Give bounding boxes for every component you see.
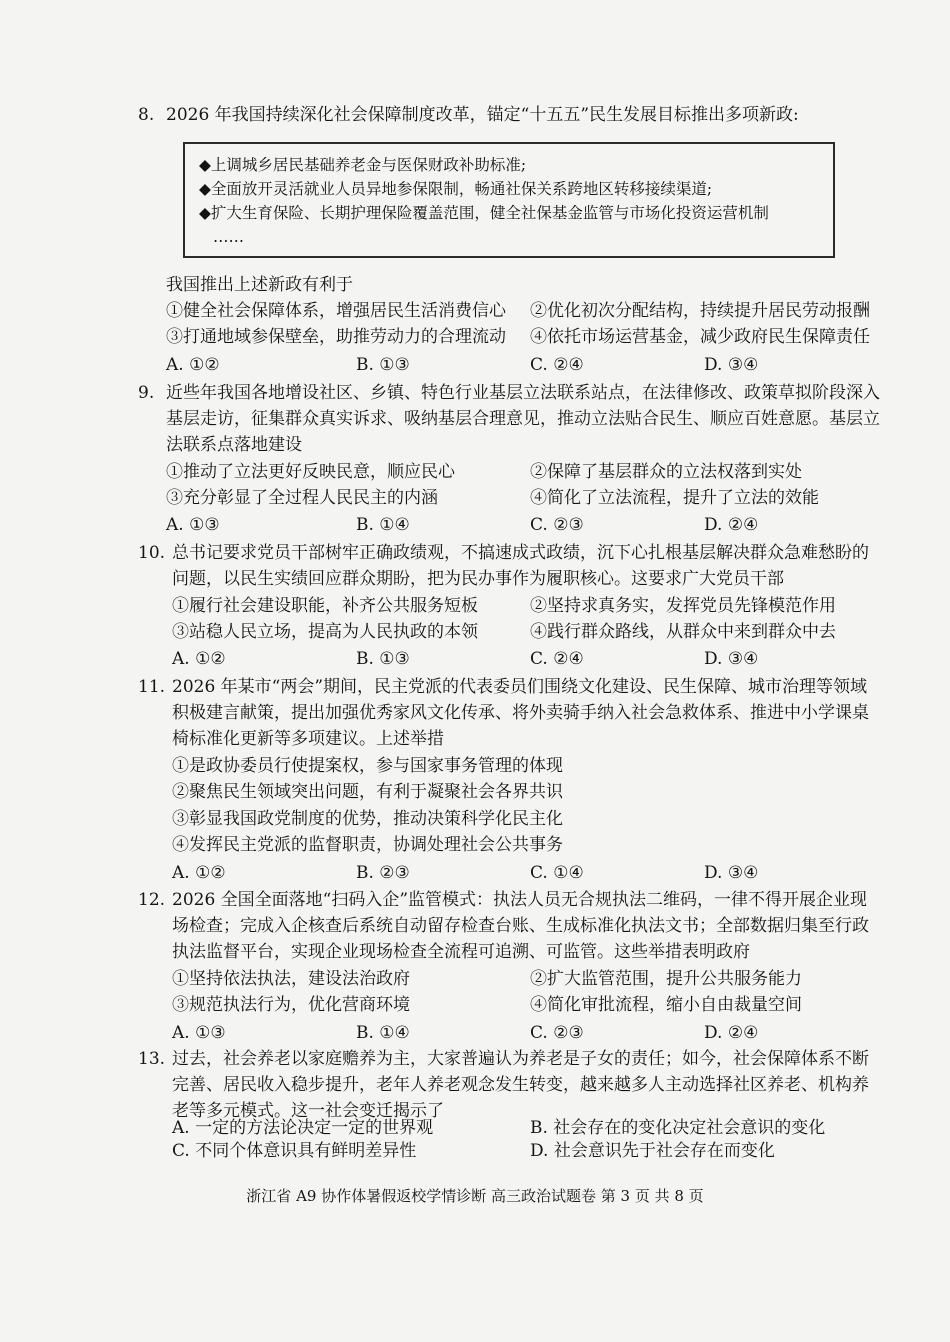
q8-item-3: ③打通地域参保壁垒，助推劳动力的合理流动 — [166, 327, 506, 347]
q8-stem: 2026 年我国持续深化社会保障制度改革，锚定“十五五”民生发展目标推出多项新政: — [166, 105, 799, 125]
q11-stem-line: 2026 年某市“两会”期间，民主党派的代表委员们围绕文化建设、民生保障、城市治理等领域 — [172, 677, 868, 697]
q13-option-d: D. 社会意识先于社会存在而变化 — [530, 1141, 775, 1161]
q12-choice-d: D. ②④ — [704, 1023, 759, 1043]
q11-item-2: ②聚焦民生领域突出问题，有利于凝聚社会各界共识 — [172, 782, 563, 802]
q8-prompt: 我国推出上述新政有利于 — [166, 275, 353, 295]
q9-stem-line: 基层走访，征集群众真实诉求、吸纳基层合理意见，推动立法贴合民生、顺应百姓意愿。基层立 — [166, 409, 880, 429]
q13-number: 13. — [138, 1049, 166, 1069]
q11-stem-line: 积极建言献策，提出加强优秀家风文化传承、将外卖骑手纳入社会急救体系、推进中小学课桌 — [172, 703, 869, 723]
q10-choice-b: B. ①③ — [356, 649, 410, 669]
q12-stem-line: 2026 全国全面落地“扫码入企”监管模式：执法人员无合规执法二维码，一律不得开展企业现 — [172, 890, 868, 910]
q12-choice-c: C. ②③ — [530, 1023, 584, 1043]
q10-number: 10. — [138, 543, 166, 563]
q11-stem-line: 椅标准化更新等多项建议。上述举措 — [172, 729, 444, 749]
q11-item-4: ④发挥民主党派的监督职责，协调处理社会公共事务 — [172, 835, 563, 855]
q11-choice-a: A. ①② — [172, 863, 226, 883]
q12-choice-b: B. ①④ — [356, 1023, 410, 1043]
q9-item-4: ④简化了立法流程，提升了立法的效能 — [530, 488, 819, 508]
q13-option-a: A. 一定的方法论决定一定的世界观 — [172, 1118, 434, 1138]
q8-box-line: ◆上调城乡居民基础养老金与医保财政补助标准; — [199, 156, 527, 174]
q11-choice-d: D. ③④ — [704, 863, 759, 883]
q10-item-1: ①履行社会建设职能，补齐公共服务短板 — [172, 596, 478, 616]
q9-item-3: ③充分彰显了全过程人民民主的内涵 — [166, 488, 438, 508]
q11-item-1: ①是政协委员行使提案权，参与国家事务管理的体现 — [172, 756, 563, 776]
q8-box-ellipsis: …… — [213, 228, 244, 246]
q10-item-2: ②坚持求真务实，发挥党员先锋模范作用 — [530, 596, 836, 616]
q13-option-c: C. 不同个体意识具有鲜明差异性 — [172, 1141, 417, 1161]
q13-stem-line: 过去，社会养老以家庭赡养为主，大家普遍认为养老是子女的责任；如今，社会保障体系不断 — [172, 1049, 869, 1069]
q12-choice-a: A. ①③ — [172, 1023, 226, 1043]
q9-choice-d: D. ②④ — [704, 515, 759, 535]
q8-item-2: ②优化初次分配结构，持续提升居民劳动报酬 — [530, 301, 870, 321]
q12-number: 12. — [138, 890, 166, 910]
q13-stem-line: 老等多元模式。这一社会变迁揭示了 — [172, 1101, 444, 1121]
q11-choice-b: B. ②③ — [356, 863, 410, 883]
q12-item-4: ④简化审批流程，缩小自由裁量空间 — [530, 995, 802, 1015]
q8-choice-a: A. ①② — [166, 355, 220, 375]
q9-item-2: ②保障了基层群众的立法权落到实处 — [530, 462, 802, 482]
q8-choice-c: C. ②④ — [530, 355, 584, 375]
q8-number: 8. — [138, 105, 155, 125]
q11-choice-c: C. ①④ — [530, 863, 584, 883]
q9-stem-line: 法联系点落地建设 — [166, 435, 302, 455]
q9-choice-a: A. ①③ — [166, 515, 220, 535]
q12-item-2: ②扩大监管范围，提升公共服务能力 — [530, 969, 802, 989]
q12-item-3: ③规范执法行为，优化营商环境 — [172, 995, 410, 1015]
q9-stem-line: 近些年我国各地增设社区、乡镇、特色行业基层立法联系站点，在法律修改、政策草拟阶段深入 — [166, 383, 880, 403]
q10-stem-line: 问题，以民生实绩回应群众期盼，把为民办事作为履职核心。这要求广大党员干部 — [172, 569, 784, 589]
q10-choice-a: A. ①② — [172, 649, 226, 669]
q9-item-1: ①推动了立法更好反映民意，顺应民心 — [166, 462, 455, 482]
q10-item-4: ④践行群众路线，从群众中来到群众中去 — [530, 622, 836, 642]
q12-stem-line: 执法监督平台，实现企业现场检查全流程可追溯、可监管。这些举措表明政府 — [172, 942, 750, 962]
q8-box-line: ◆全面放开灵活就业人员异地参保限制，畅通社保关系跨地区转移接续渠道; — [199, 180, 713, 198]
q8-choice-b: B. ①③ — [356, 355, 410, 375]
q10-stem-line: 总书记要求党员干部树牢正确政绩观，不搞速成式政绩，沉下心扎根基层解决群众急难愁盼的 — [172, 543, 869, 563]
q9-choice-c: C. ②③ — [530, 515, 584, 535]
q13-stem-line: 完善、居民收入稳步提升，老年人养老观念发生转变，越来越多人主动选择社区养老、机构养 — [172, 1075, 869, 1095]
q8-box-line: ◆扩大生育保险、长期护理保险覆盖范围，健全社保基金监管与市场化投资运营机制 — [199, 204, 769, 222]
q11-item-3: ③彰显我国政党制度的优势，推动决策科学化民主化 — [172, 809, 563, 829]
q8-item-4: ④依托市场运营基金，减少政府民生保障责任 — [530, 327, 870, 347]
page-footer: 浙江省 A9 协作体暑假返校学情诊断 高三政治试题卷 第 3 页 共 8 页 — [246, 1187, 704, 1205]
q11-number: 11. — [138, 677, 166, 697]
q8-material-box — [183, 142, 835, 258]
q9-choice-b: B. ①④ — [356, 515, 410, 535]
q10-choice-c: C. ②④ — [530, 649, 584, 669]
q10-choice-d: D. ③④ — [704, 649, 759, 669]
q13-option-b: B. 社会存在的变化决定社会意识的变化 — [530, 1118, 826, 1138]
q9-number: 9. — [138, 383, 155, 403]
q8-item-1: ①健全社会保障体系，增强居民生活消费信心 — [166, 301, 506, 321]
q12-stem-line: 场检查；完成入企核查后系统自动留存检查台账、生成标准化执法文书；全部数据归集至行政 — [172, 916, 869, 936]
q8-choice-d: D. ③④ — [704, 355, 759, 375]
q10-item-3: ③站稳人民立场，提高为人民执政的本领 — [172, 622, 478, 642]
q12-item-1: ①坚持依法执法，建设法治政府 — [172, 969, 410, 989]
